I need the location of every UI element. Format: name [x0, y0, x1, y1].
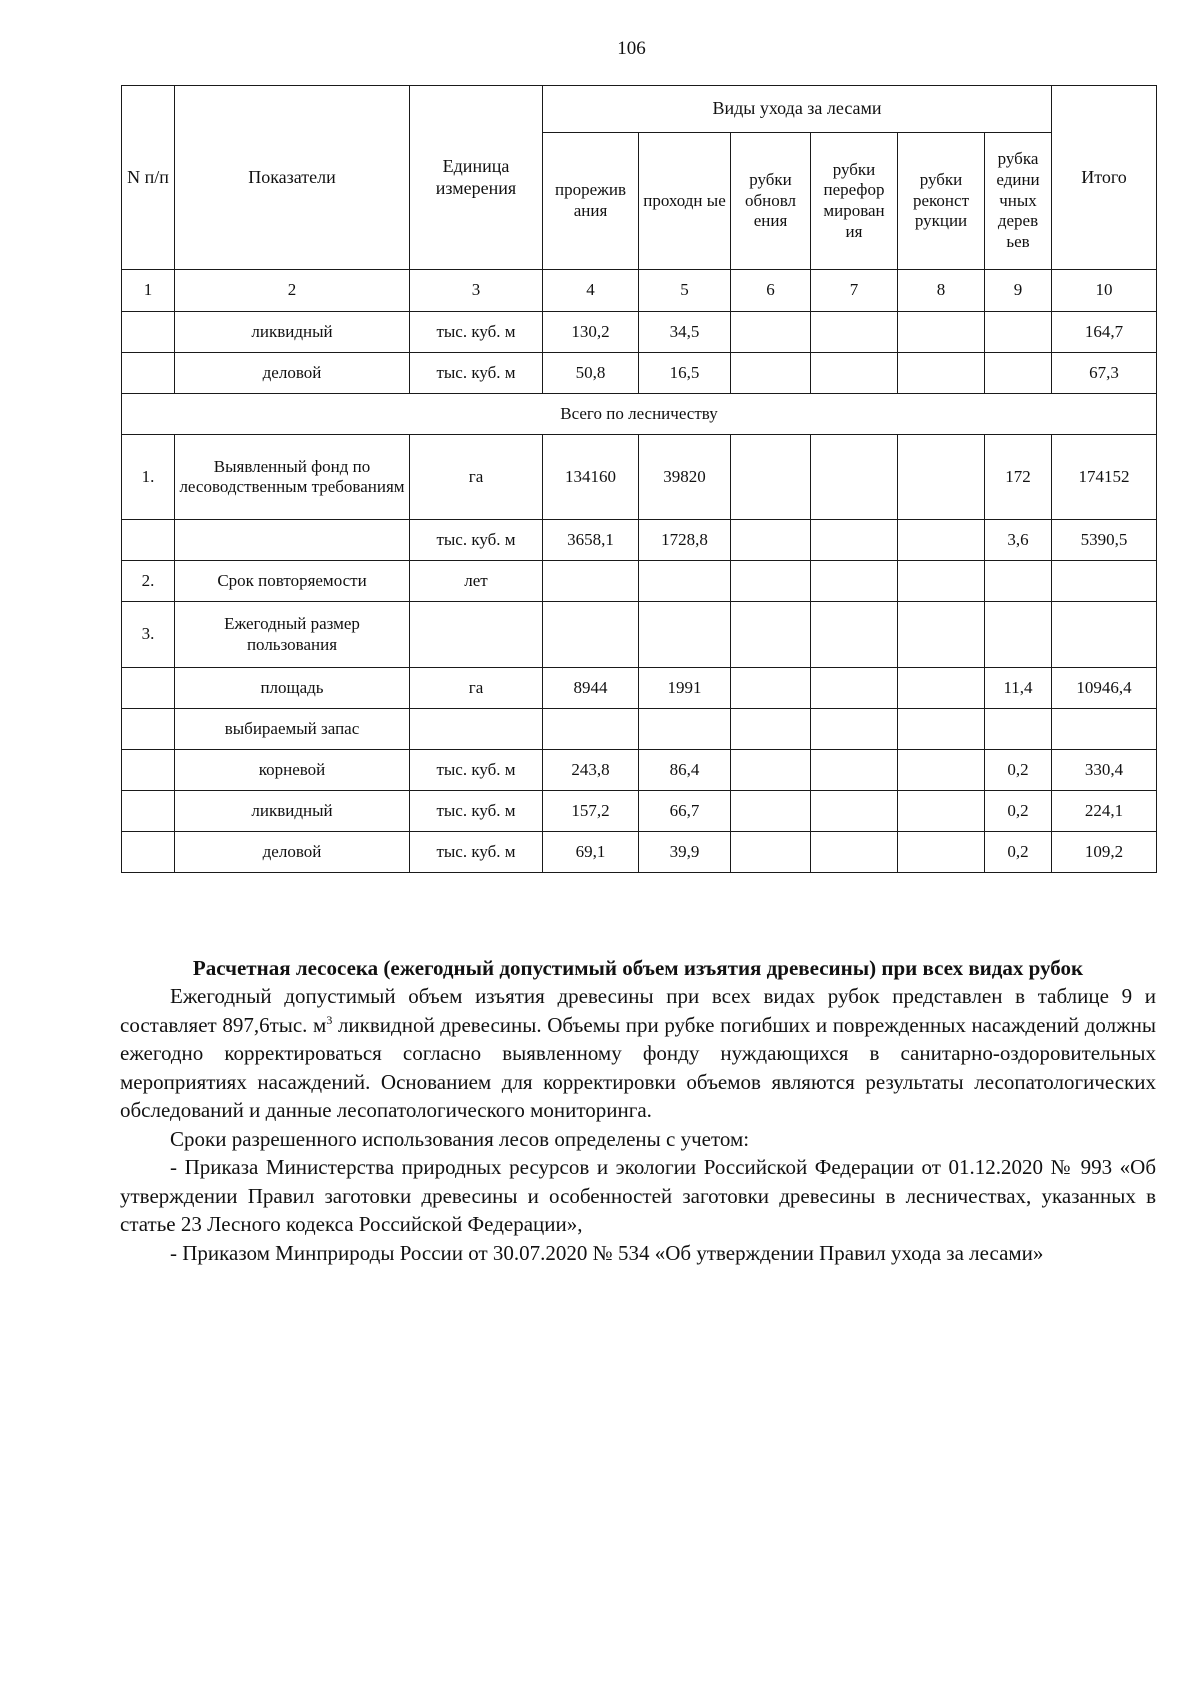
col-number: 6: [731, 270, 811, 312]
col-number: 3: [410, 270, 543, 312]
cell-single-tree: [985, 561, 1052, 602]
cell-passage: 86,4: [639, 750, 731, 791]
header-total: Итого: [1052, 86, 1157, 270]
row-unit: [410, 709, 543, 750]
table-row: [122, 791, 1157, 832]
table-row: [122, 312, 1157, 353]
cell-renewal: [731, 435, 811, 520]
cell-passage: 1991: [639, 668, 731, 709]
cell-total: 109,2: [1052, 832, 1157, 873]
row-num: [122, 312, 175, 353]
cell-passage: 39,9: [639, 832, 731, 873]
header-passage-cuts: проходн ые: [639, 133, 731, 270]
cell-total: 10946,4: [1052, 668, 1157, 709]
cell-reconstruction: [898, 750, 985, 791]
cell-single-tree: 172: [985, 435, 1052, 520]
cell-total: 164,7: [1052, 312, 1157, 353]
row-num: [122, 709, 175, 750]
cell-reconstruction: [898, 791, 985, 832]
header-single-tree-cuts: рубка едини чных дерев ьев: [985, 133, 1052, 270]
cell-thinning: 8944: [543, 668, 639, 709]
cell-passage: [639, 709, 731, 750]
row-unit: тыс. куб. м: [410, 832, 543, 873]
row-indicator: площадь: [175, 668, 410, 709]
cell-total: [1052, 561, 1157, 602]
cell-reform: [811, 435, 898, 520]
table-row: [122, 832, 1157, 873]
row-indicator: Срок повторяемости: [175, 561, 410, 602]
col-number: 8: [898, 270, 985, 312]
cell-thinning: 157,2: [543, 791, 639, 832]
cell-thinning: 3658,1: [543, 520, 639, 561]
cell-thinning: 130,2: [543, 312, 639, 353]
row-indicator: ликвидный: [175, 312, 410, 353]
paragraph-terms: Сроки разрешенного использования лесов определены с учетом:: [170, 1126, 750, 1151]
column-number-row: [122, 270, 1157, 312]
cell-total: 224,1: [1052, 791, 1157, 832]
cell-thinning: 50,8: [543, 353, 639, 394]
cell-reform: [811, 668, 898, 709]
cell-single-tree: [985, 312, 1052, 353]
row-indicator: выбираемый запас: [175, 709, 410, 750]
cell-single-tree: 0,2: [985, 791, 1052, 832]
col-number: 4: [543, 270, 639, 312]
row-unit: тыс. куб. м: [410, 791, 543, 832]
cell-thinning: [543, 561, 639, 602]
row-num: [122, 791, 175, 832]
paragraph-allowable-volume: Ежегодный допустимый объем изъятия древесины при всех видах рубок представлен в таблице 9 и составляет 897,6тыс. $м^3$ ликвидной древесины. Объемы при рубке погибших и поврежденных насаждений должны ежегодно корректироваться согласно выявленному фонду нуждающихся в санитарно-оздоровительных мероприятиях насаждений. Основанием для корректировки объемов являются результаты лесопатологических обследований и данные лесопатологического мониторинга.: [120, 984, 1156, 1122]
header-reconstruction-cuts: рубки реконст рукции: [898, 133, 985, 270]
row-num: [122, 668, 175, 709]
row-unit: [410, 602, 543, 668]
row-num: 1.: [122, 435, 175, 520]
paragraph-order-534: - Приказом Минприроды России от 30.07.2020 № 534 «Об утверждении Правил ухода за лесами»: [170, 1240, 1044, 1265]
cell-reform: [811, 312, 898, 353]
cell-renewal: [731, 520, 811, 561]
row-unit: тыс. куб. м: [410, 520, 543, 561]
cell-reconstruction: [898, 353, 985, 394]
col-number: 10: [1052, 270, 1157, 312]
cell-passage: 39820: [639, 435, 731, 520]
row-indicator: Ежегодный размер пользования: [175, 602, 410, 668]
row-unit: тыс. куб. м: [410, 353, 543, 394]
cell-total: [1052, 602, 1157, 668]
table-row: [122, 750, 1157, 791]
cell-reconstruction: [898, 832, 985, 873]
cell-single-tree: 11,4: [985, 668, 1052, 709]
cell-total: 330,4: [1052, 750, 1157, 791]
header-num: N п/п: [122, 86, 175, 270]
row-indicator: ликвидный: [175, 791, 410, 832]
cell-single-tree: 0,2: [985, 832, 1052, 873]
cell-renewal: [731, 312, 811, 353]
table-row: [122, 353, 1157, 394]
table-row: [122, 561, 1157, 602]
row-indicator: деловой: [175, 353, 410, 394]
row-indicator: деловой: [175, 832, 410, 873]
paragraph-order-993: - Приказа Министерства природных ресурсов и экологии Российской Федерации от 01.12.2020 № 993 «Об утверждении Правил заготовки древесины и особенностей заготовки древесины в лесничествах, указанных в статье 23 Лесного кодекса Российской Федерации»,: [120, 1155, 1156, 1236]
row-num: 3.: [122, 602, 175, 668]
cell-total: 5390,5: [1052, 520, 1157, 561]
cell-reconstruction: [898, 602, 985, 668]
cell-reconstruction: [898, 561, 985, 602]
row-num: 2.: [122, 561, 175, 602]
row-num: [122, 353, 175, 394]
cell-reconstruction: [898, 709, 985, 750]
row-unit: га: [410, 435, 543, 520]
header-thinning: прорежив ания: [543, 133, 639, 270]
table-row: [122, 520, 1157, 561]
cell-single-tree: [985, 709, 1052, 750]
header-care-types: Виды ухода за лесами: [543, 86, 1052, 133]
row-unit: тыс. куб. м: [410, 312, 543, 353]
row-indicator: [175, 520, 410, 561]
header-reform-cuts: рубки перефор мирован ия: [811, 133, 898, 270]
table-row: [122, 435, 1157, 520]
cell-reform: [811, 561, 898, 602]
cell-renewal: [731, 750, 811, 791]
row-unit: га: [410, 668, 543, 709]
section-title: Всего по лесничеству: [122, 394, 1157, 435]
cell-single-tree: [985, 602, 1052, 668]
cell-passage: 66,7: [639, 791, 731, 832]
cell-reconstruction: [898, 520, 985, 561]
row-unit: лет: [410, 561, 543, 602]
cell-passage: 34,5: [639, 312, 731, 353]
cell-renewal: [731, 832, 811, 873]
cell-thinning: 134160: [543, 435, 639, 520]
cell-thinning: 243,8: [543, 750, 639, 791]
cell-reform: [811, 750, 898, 791]
cell-total: 174152: [1052, 435, 1157, 520]
table-row: [122, 602, 1157, 668]
header-unit: Единица измерения: [410, 86, 543, 270]
cell-renewal: [731, 353, 811, 394]
row-num: [122, 832, 175, 873]
col-number: 9: [985, 270, 1052, 312]
cell-reform: [811, 832, 898, 873]
cell-single-tree: [985, 353, 1052, 394]
cell-single-tree: 3,6: [985, 520, 1052, 561]
cell-thinning: 69,1: [543, 832, 639, 873]
cell-reconstruction: [898, 435, 985, 520]
cell-passage: 1728,8: [639, 520, 731, 561]
cell-renewal: [731, 709, 811, 750]
cell-total: 67,3: [1052, 353, 1157, 394]
cell-thinning: [543, 709, 639, 750]
cell-reform: [811, 791, 898, 832]
header-indicators: Показатели: [175, 86, 410, 270]
section-row: [122, 394, 1157, 435]
cell-reform: [811, 353, 898, 394]
cell-reform: [811, 602, 898, 668]
cell-total: [1052, 709, 1157, 750]
table-row: [122, 709, 1157, 750]
cell-single-tree: 0,2: [985, 750, 1052, 791]
cell-reform: [811, 709, 898, 750]
row-num: [122, 750, 175, 791]
row-unit: тыс. куб. м: [410, 750, 543, 791]
col-number: 5: [639, 270, 731, 312]
cell-renewal: [731, 791, 811, 832]
cell-thinning: [543, 602, 639, 668]
header-renewal-cuts: рубки обновл ения: [731, 133, 811, 270]
section-heading: Расчетная лесосека (ежегодный допустимый объем изъятия древесины) при всех видах рубок: [192, 956, 1084, 980]
col-number: 1: [122, 270, 175, 312]
cell-reform: [811, 520, 898, 561]
cell-renewal: [731, 561, 811, 602]
row-indicator: Выявленный фонд по лесоводственным требованиям: [175, 435, 410, 520]
forest-care-table: [121, 85, 1157, 873]
table-row: [122, 668, 1157, 709]
cell-reconstruction: [898, 312, 985, 353]
col-number: 2: [175, 270, 410, 312]
cell-passage: 16,5: [639, 353, 731, 394]
text-block: [120, 955, 1156, 1267]
row-num: [122, 520, 175, 561]
cell-renewal: [731, 602, 811, 668]
row-indicator: корневой: [175, 750, 410, 791]
cell-passage: [639, 602, 731, 668]
cell-renewal: [731, 668, 811, 709]
page-number: 106: [617, 38, 646, 59]
cell-reconstruction: [898, 668, 985, 709]
col-number: 7: [811, 270, 898, 312]
cell-passage: [639, 561, 731, 602]
